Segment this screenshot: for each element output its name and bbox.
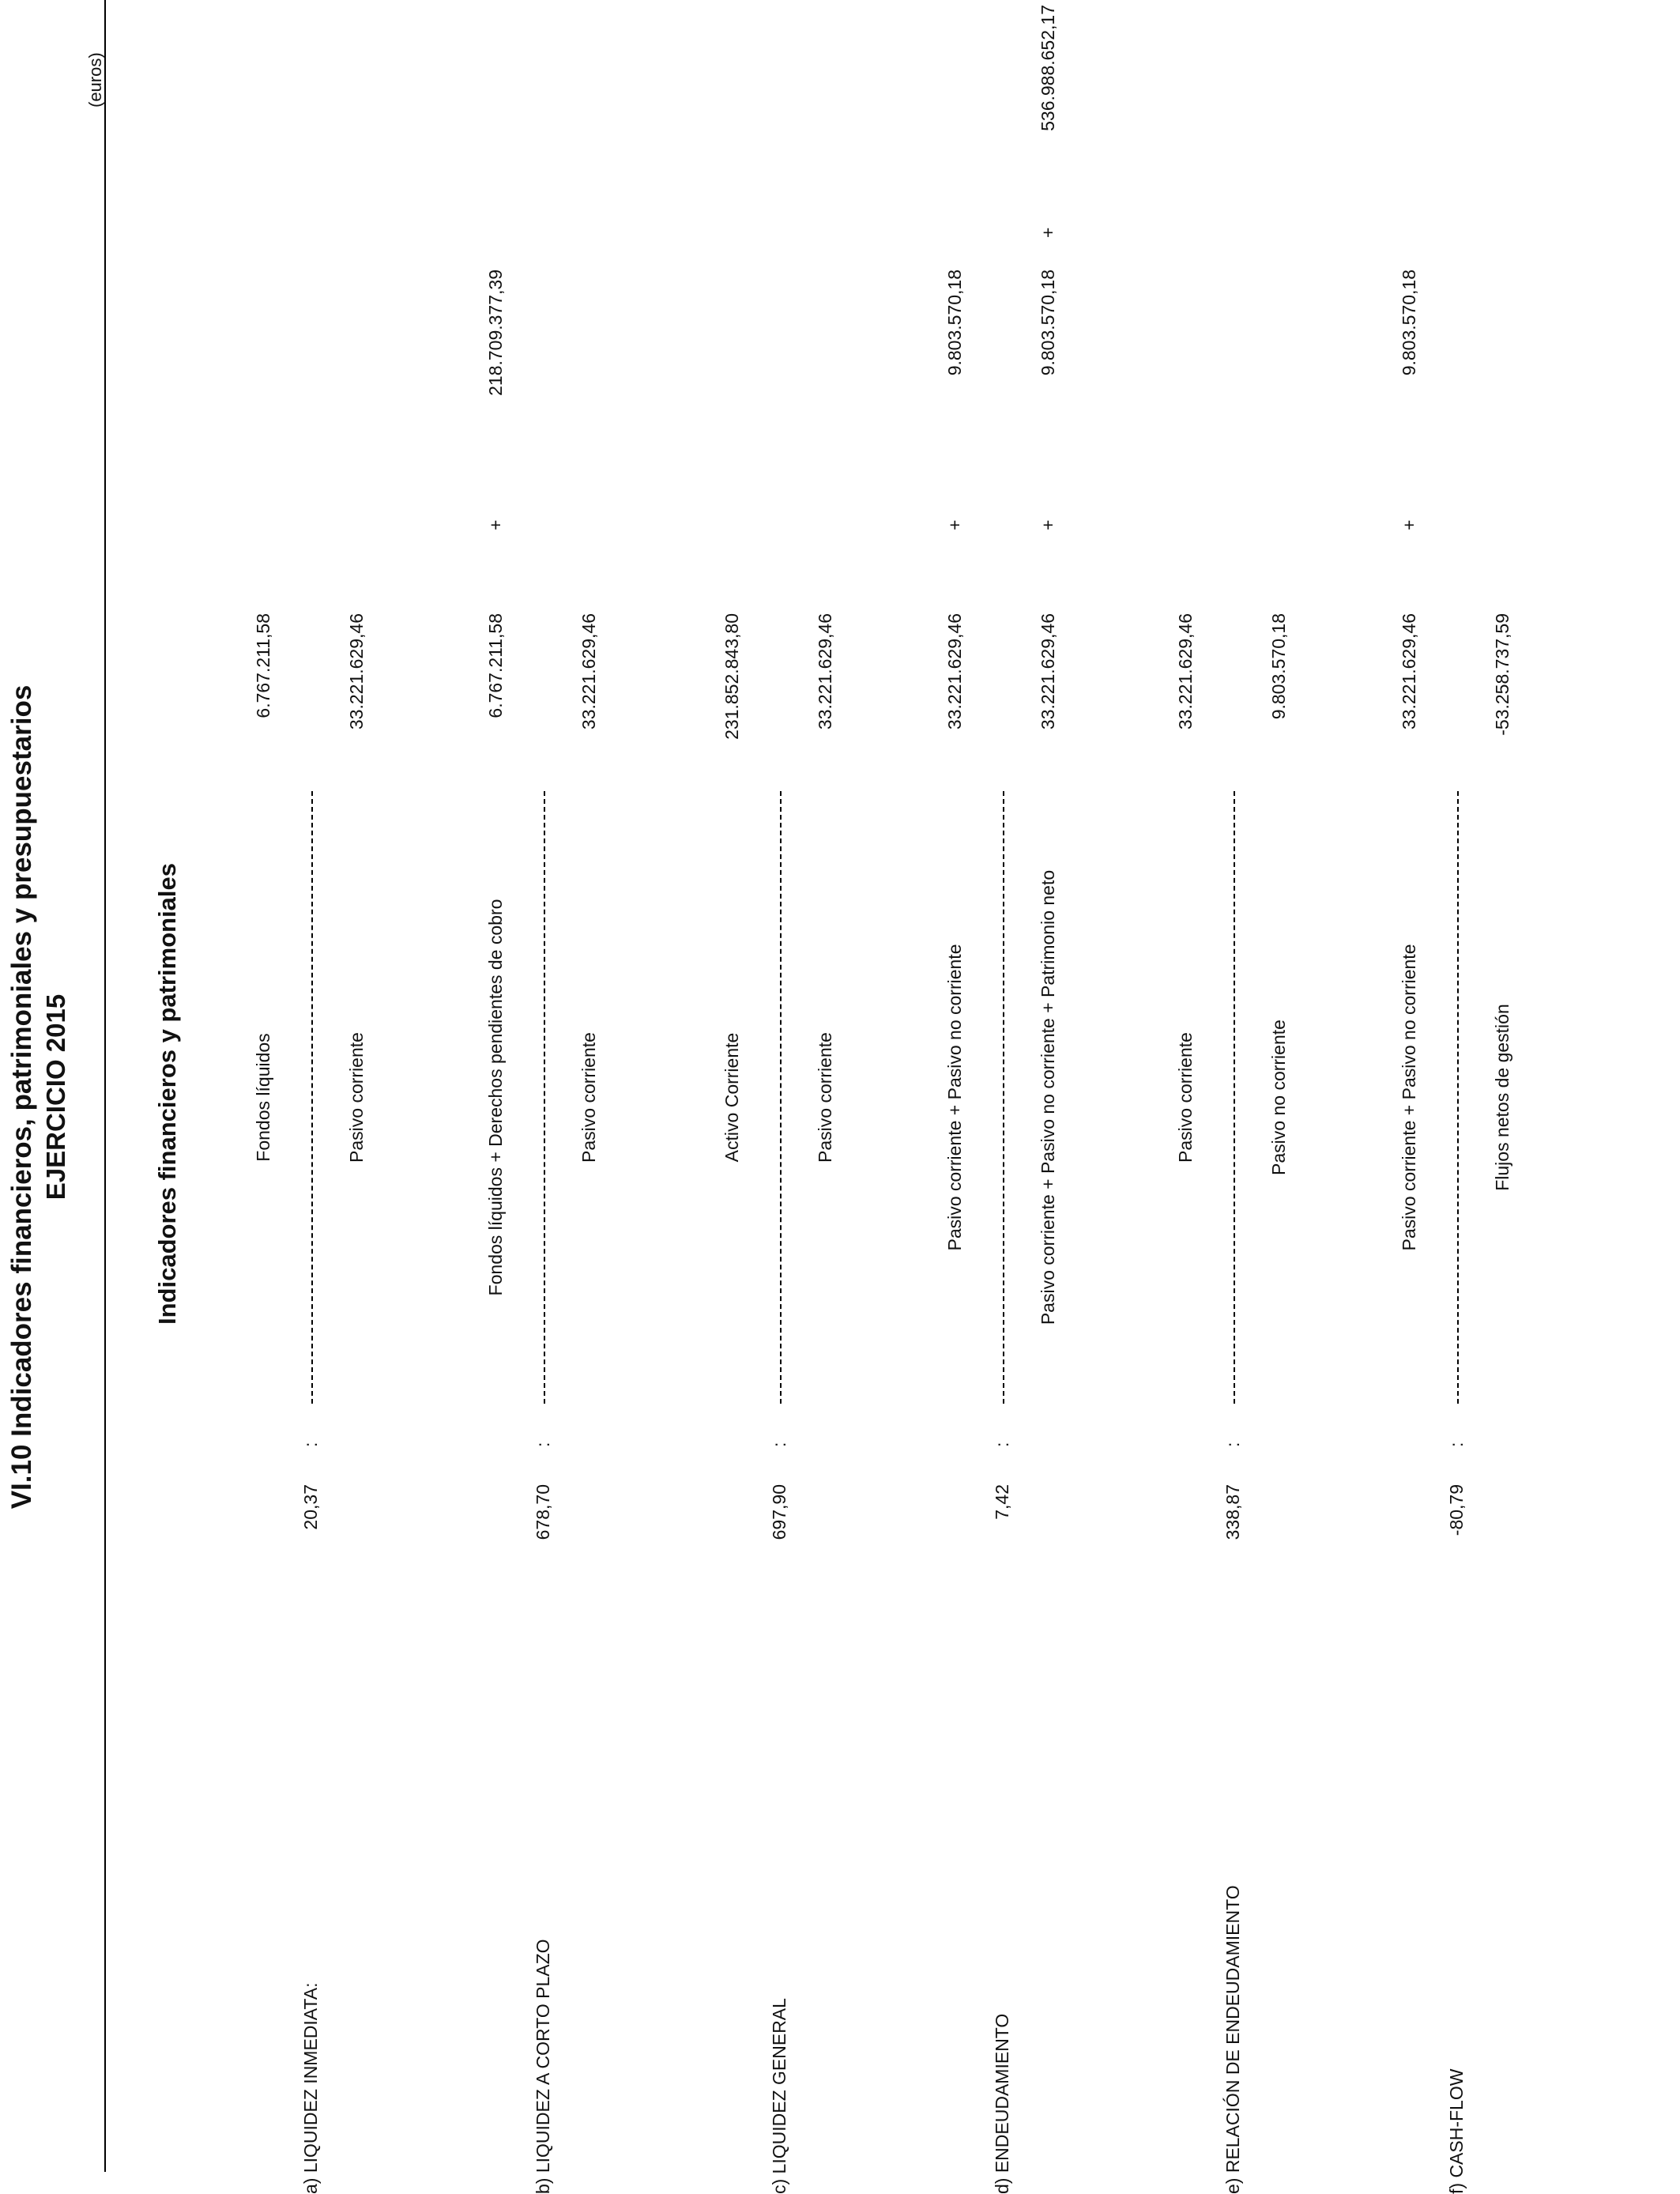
- numerator-plus-1: +: [485, 519, 506, 530]
- indicator-colon: :: [1446, 1442, 1467, 1447]
- numerator-label: Fondos líquidos: [253, 1033, 273, 1162]
- denominator-label: Pasivo corriente: [815, 1032, 835, 1163]
- indicator-label: b) LIQUIDEZ A CORTO PLAZO: [533, 1939, 553, 2194]
- numerator-amount-1: 33.221.629,46: [944, 613, 965, 730]
- denominator-amount-1: -53.258.737,59: [1492, 613, 1512, 736]
- denominator-amount-1: 33.221.629,46: [1038, 613, 1058, 730]
- numerator-amount-2: 218.709.377,39: [485, 270, 506, 396]
- fraction-line: [1234, 791, 1235, 1404]
- denominator-amount-1: 33.221.629,46: [346, 613, 367, 730]
- fraction-line: [311, 791, 313, 1404]
- numerator-label: Activo Corriente: [721, 1032, 742, 1163]
- fraction-line: [544, 791, 545, 1404]
- denominator-label: Pasivo corriente: [346, 1032, 367, 1163]
- denominator-label: Pasivo corriente: [578, 1032, 599, 1163]
- fraction-line: [1003, 791, 1004, 1404]
- fraction-line: [1457, 791, 1459, 1404]
- numerator-label: Pasivo corriente + Pasivo no corriente: [1399, 944, 1419, 1251]
- numerator-amount-1: 231.852.843,80: [721, 613, 742, 740]
- denominator-label: Pasivo no corriente: [1268, 1020, 1289, 1175]
- indicator-value: 7,42: [992, 1484, 1012, 1520]
- indicator-value: 678,70: [533, 1484, 553, 1540]
- indicator-value: -80,79: [1446, 1484, 1467, 1536]
- denominator-amount-3: 536.988.652,17: [1038, 5, 1058, 131]
- indicator-label: a) LIQUIDEZ INMEDIATA:: [300, 1982, 321, 2194]
- fraction-line: [780, 791, 782, 1404]
- denominator-amount-1: 33.221.629,46: [578, 613, 599, 730]
- indicator-label: c) LIQUIDEZ GENERAL: [769, 1998, 789, 2194]
- page-title: VI.10 Indicadores financieros, patrimoniales y presupuestarios: [6, 684, 37, 1510]
- numerator-amount-1: 33.221.629,46: [1175, 613, 1196, 730]
- numerator-amount-1: 33.221.629,46: [1399, 613, 1419, 730]
- indicator-colon: :: [300, 1442, 321, 1447]
- page-subtitle: EJERCICIO 2015: [41, 993, 70, 1201]
- indicator-value: 697,90: [769, 1484, 789, 1540]
- denominator-amount-2: 9.803.570,18: [1038, 270, 1058, 376]
- indicator-colon: :: [1222, 1442, 1243, 1447]
- header-rule: [104, 0, 106, 2172]
- numerator-label: Pasivo corriente: [1175, 1032, 1196, 1163]
- numerator-amount-1: 6.767.211,58: [253, 613, 273, 718]
- numerator-amount-1: 6.767.211,58: [485, 613, 506, 718]
- indicator-label: f) CASH-FLOW: [1446, 2068, 1467, 2194]
- numerator-plus-1: +: [1399, 519, 1419, 530]
- denominator-label: Flujos netos de gestión: [1492, 1004, 1512, 1191]
- indicator-label: d) ENDEUDAMIENTO: [992, 2013, 1012, 2194]
- indicator-value: 338,87: [1222, 1484, 1243, 1540]
- numerator-label: Pasivo corriente + Pasivo no corriente: [944, 944, 965, 1251]
- denominator-amount-1: 33.221.629,46: [815, 613, 835, 730]
- denominator-plus-1: +: [1038, 519, 1058, 530]
- indicator-colon: :: [992, 1442, 1012, 1447]
- section-title: Indicadores financieros y patrimoniales: [153, 862, 181, 1325]
- denominator-label: Pasivo corriente + Pasivo no corriente + Patrimonio neto: [1038, 869, 1058, 1325]
- numerator-amount-2: 9.803.570,18: [944, 270, 965, 376]
- units-label: (euros): [85, 52, 105, 107]
- denominator-amount-1: 9.803.570,18: [1268, 613, 1289, 720]
- indicator-colon: :: [769, 1442, 789, 1447]
- indicator-value: 20,37: [300, 1484, 321, 1530]
- numerator-amount-2: 9.803.570,18: [1399, 270, 1419, 376]
- numerator-label: Fondos líquidos + Derechos pendientes de cobro: [485, 899, 506, 1296]
- indicator-colon: :: [533, 1442, 553, 1447]
- numerator-plus-1: +: [944, 519, 965, 530]
- indicator-label: e) RELACIÓN DE ENDEUDAMIENTO: [1222, 1885, 1243, 2194]
- denominator-plus-2: +: [1038, 227, 1058, 238]
